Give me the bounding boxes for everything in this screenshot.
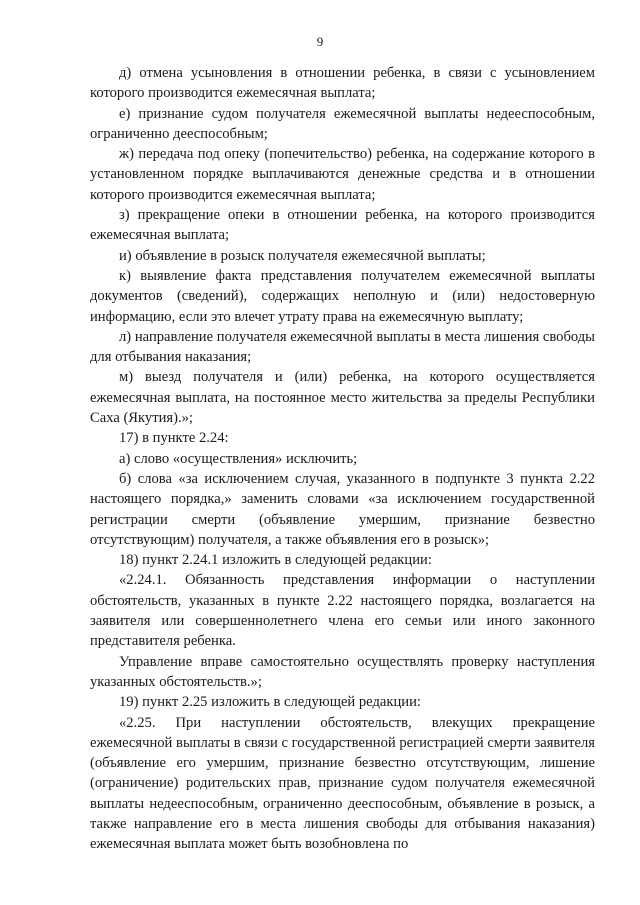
paragraph-item-l: л) направление получателя ежемесячной выплаты в места лишения свободы для отбывания наказания; xyxy=(90,328,595,366)
paragraph-point-17-b: б) слова «за исключением случая, указанного в подпункте 3 пункта 2.22 настоящего порядка,» заменить словами «за исключением государственной регистрации смерти (объявление умершим, признание безвестно отсутствующим) получателя, а также объявления его в розыск»; xyxy=(90,470,595,548)
paragraph-item-e: е) признание судом получателя ежемесячной выплаты недееспособным, ограниченно дееспособным; xyxy=(90,105,595,142)
paragraph-point-18: 18) пункт 2.24.1 изложить в следующей редакции: xyxy=(119,552,432,569)
paragraph-item-i: и) объявление в розыск получателя ежемесячной выплаты; xyxy=(119,247,486,264)
paragraph-point-17: 17) в пункте 2.24: xyxy=(119,430,229,447)
paragraph-item-d: д) отмена усыновления в отношении ребенка, в связи с усыновлением которого производится ежемесячная выплата; xyxy=(90,65,595,102)
paragraph-point-17-a: а) слово «осуществления» исключить; xyxy=(119,450,358,467)
paragraph-item-z: з) прекращение опеки в отношении ребенка, на которого производится ежемесячная выплата; xyxy=(90,207,595,244)
paragraph-item-k: к) выявление факта представления получателем ежемесячной выплаты документов (сведений), содержащих неполную и (или) недостоверную информацию, если это влечет утрату права на ежемесячную выплату; xyxy=(90,267,595,325)
paragraph-clause-2-24-1-cont: Управление вправе самостоятельно осуществлять проверку наступления указанных обстоятельств.»; xyxy=(90,653,595,690)
paragraph-item-m: м) выезд получателя и (или) ребенка, на которого осуществляется ежемесячная выплата, на постоянное место жительства за пределы Республики Саха (Якутия).»; xyxy=(90,369,595,427)
document-body xyxy=(90,63,595,855)
page-number: 9 xyxy=(316,34,324,49)
paragraph-point-19: 19) пункт 2.25 изложить в следующей редакции: xyxy=(119,694,421,711)
paragraph-clause-2-24-1: «2.24.1. Обязанность представления информации о наступлении обстоятельств, указанных в пункте 2.22 настоящего порядка, возлагается на заявителя или совершеннолетнего члена его семьи или иного законного представителя ребенка. xyxy=(90,572,595,650)
paragraph-item-zh: ж) передача под опеку (попечительство) ребенка, на содержание которого в установленном порядке выплачиваются денежные средства и в отношении которого производится ежемесячная выплата; xyxy=(90,146,595,203)
paragraph-clause-2-25: «2.25. При наступлении обстоятельств, влекущих прекращение ежемесячной выплаты в связи с государственной регистрацией смерти заявителя (объявление его умершим, признание безвестно отсутствующим, лишение (ограничение) родительских прав, признание судом получателя ежемесячной выплаты недееспособным, ограниченно дееспособным, объявление в розыск, а также направление его в места лишения свободы для отбывания наказания) ежемесячная выплата может быть возобновлена по xyxy=(90,714,595,853)
